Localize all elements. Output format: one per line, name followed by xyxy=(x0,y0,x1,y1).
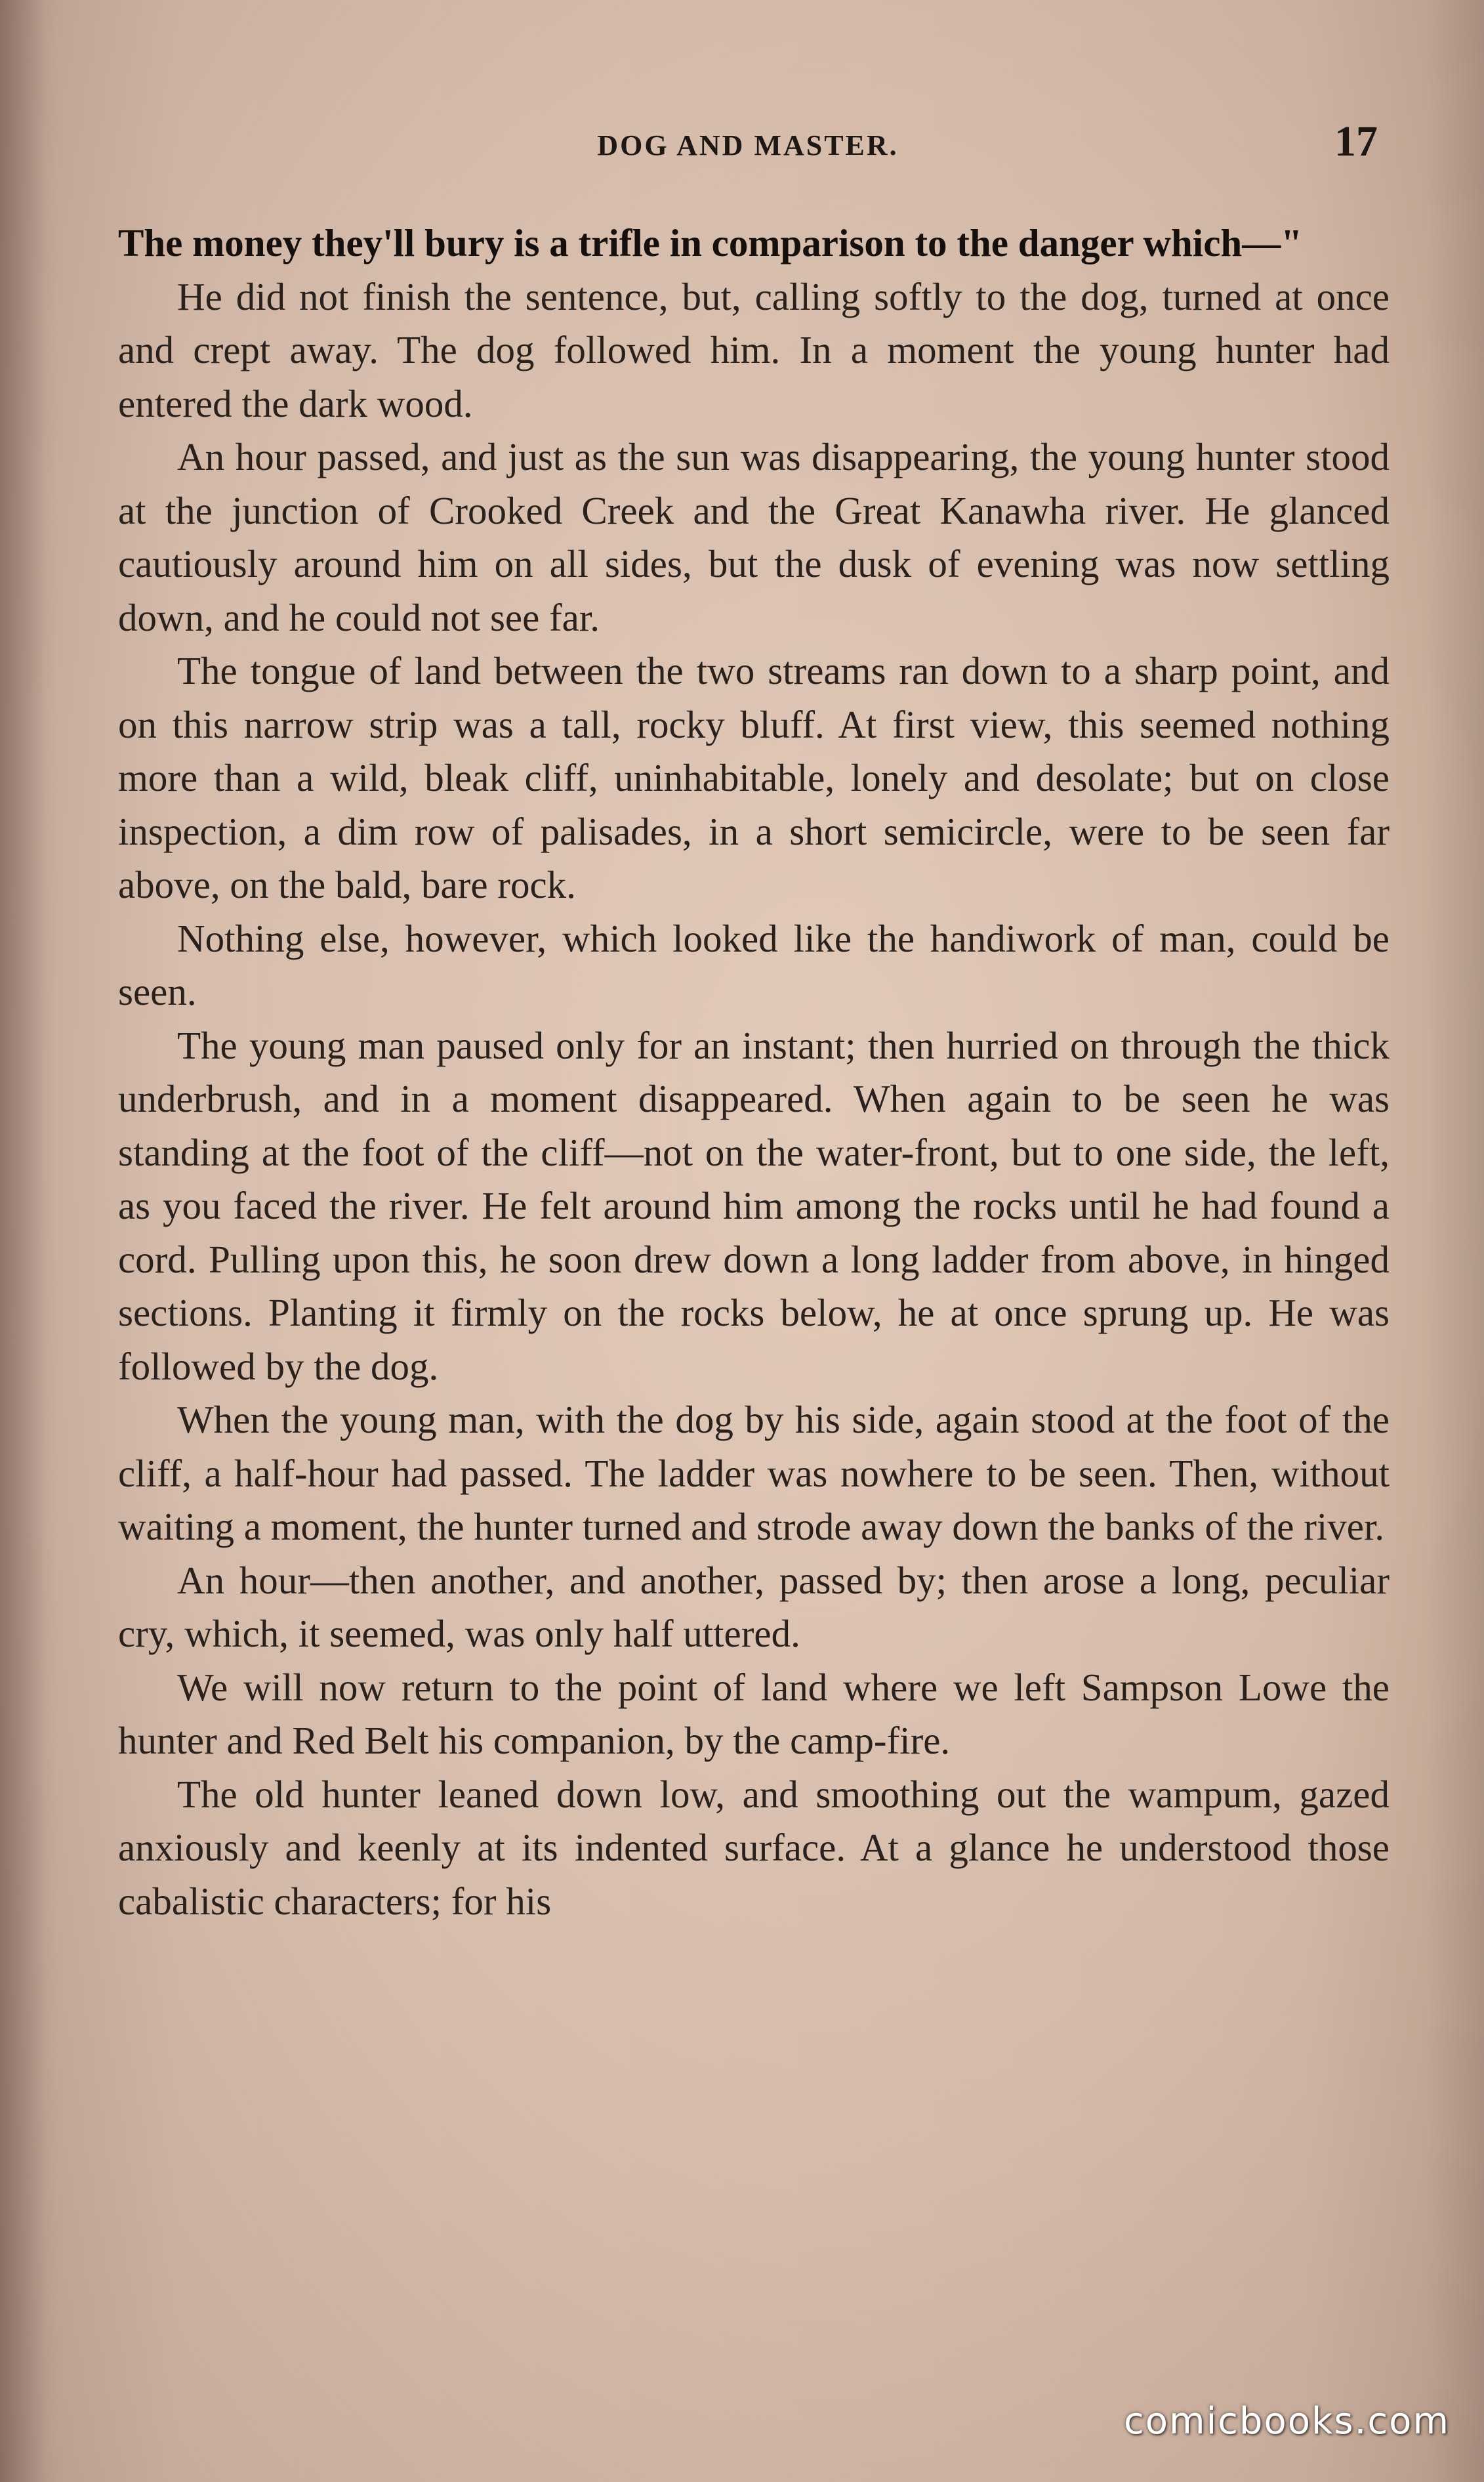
paragraph-9: We will now return to the point of land where we left Sampson Lowe the hunter and Red Belt his companion, by the camp-fire. xyxy=(118,1665,1390,1762)
running-title: DOG AND MASTER. xyxy=(597,129,899,161)
paragraph-2: He did not finish the sentence, but, calling softly to the dog, turned at once and crept away. The dog followed him. In a moment the young hunter had entered the dark wood. xyxy=(118,274,1390,425)
paragraph-5: Nothing else, however, which looked like the handiwork of man, could be seen. xyxy=(118,916,1390,1013)
paragraph-7: When the young man, with the dog by his side, again stood at the foot of the cliff, a half-hour had passed. The ladder was nowhere to be seen. Then, without waiting a moment, the hunter turned and strode away down the banks of the river. xyxy=(118,1398,1390,1548)
paragraph-3: An hour passed, and just as the sun was disappearing, the young hunter stood at the junction of Crooked Creek and the Great Kanawha river. He glanced cautiously around him on all sides, but the dusk of evening was now settling down, and he could not see far. xyxy=(118,435,1390,639)
page-number: 17 xyxy=(1334,117,1378,165)
paragraph-10: The old hunter leaned down low, and smoothing out the wampum, gazed anxiously and keenly at its indented surface. At a glance he understood those cabalistic characters; for his xyxy=(118,1772,1390,1923)
paragraph-6: The young man paused only for an instant; then hurried on through the thick underbrush, and in a moment disappeared. When again to be seen he was standing at the foot of the cliff—not on the water-front, but to one side, the left, as you faced the river. He felt around him among the rocks until he had found a cord. Pulling upon this, he soon drew down a long ladder from above, in hinged sections. Planting it firmly on the rocks below, he at once sprung up. He was followed by the dog. xyxy=(118,1023,1390,1388)
paragraph-1: The money they'll bury is a trifle in comparison to the danger which—" xyxy=(118,221,1302,264)
page-header xyxy=(118,117,1378,176)
watermark: comicbooks.com xyxy=(1123,2400,1450,2443)
body-text xyxy=(118,217,1390,1928)
paragraph-4: The tongue of land between the two streams ran down to a sharp point, and on this narrow strip was a tall, rocky bluff. At first view, this seemed nothing more than a wild, bleak cliff, uninhabitable, lonely and desolate; but on close inspection, a dim row of palisades, in a short semicircle, were to be seen far above, on the bald, bare rock. xyxy=(118,649,1390,906)
page-edge-shadow xyxy=(0,0,46,2482)
paragraph-8: An hour—then another, and another, passed by; then arose a long, peculiar cry, which, it seemed, was only half uttered. xyxy=(118,1558,1390,1655)
